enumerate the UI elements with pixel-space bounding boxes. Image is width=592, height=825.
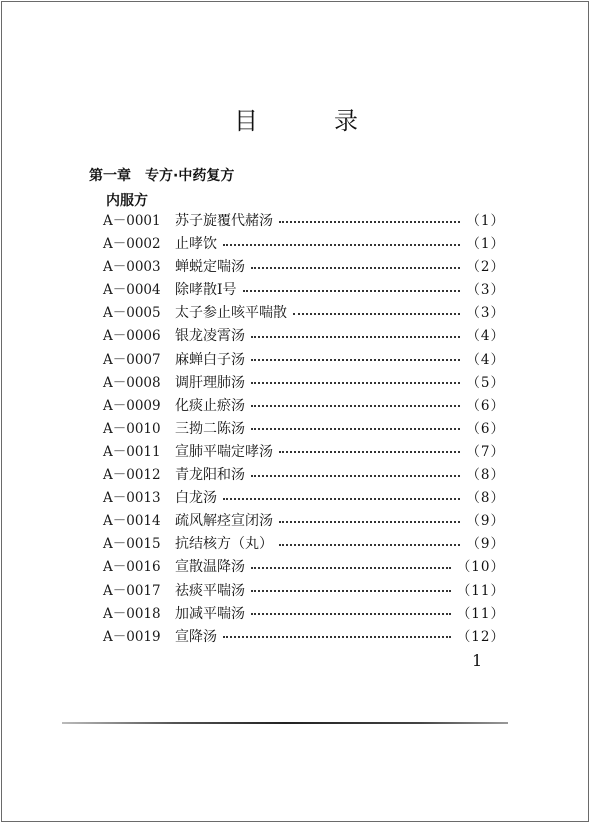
toc-entry-page: （9）: [466, 536, 505, 553]
toc-entry-page: （5）: [466, 374, 505, 391]
toc-entry[interactable]: [103, 348, 505, 371]
toc-entry-title: 加减平喘汤: [175, 605, 245, 622]
toc-entry-title: 抗结核方（丸）: [175, 536, 273, 553]
toc-entry-code: A－0001: [103, 213, 161, 229]
toc-entry[interactable]: [103, 371, 505, 394]
toc-entry-title: 宣降汤: [175, 628, 217, 645]
toc-entry-page: （3）: [466, 282, 505, 299]
toc-entry-title: 麻蝉白子汤: [175, 351, 245, 368]
toc-entry-page: （7）: [466, 443, 505, 460]
toc-entry[interactable]: [103, 255, 505, 278]
toc-entry-leader: [251, 613, 451, 615]
toc-entry-leader: [223, 636, 451, 638]
toc-entry-title: 白龙汤: [175, 490, 217, 507]
toc-entry-leader: [279, 521, 460, 523]
page-number: 1: [472, 651, 483, 670]
toc-entry-title: 祛痰平喘汤: [175, 582, 245, 599]
toc-entry-code: A－0011: [103, 443, 161, 460]
toc-entry-title: 化痰止瘀汤: [175, 397, 245, 414]
toc-entry-title: 宣肺平喘定哮汤: [175, 443, 273, 460]
toc-entry[interactable]: [103, 417, 505, 440]
toc-entry-code: A－0005: [103, 305, 161, 322]
toc-entry-leader: [223, 498, 460, 500]
toc-entry-code: A－0003: [103, 259, 161, 276]
toc-entry[interactable]: [103, 486, 505, 509]
toc-entry-leader: [251, 405, 460, 407]
toc-entry[interactable]: [103, 209, 505, 232]
toc-entry-leader: [243, 290, 461, 292]
bottom-rule: [62, 722, 508, 724]
toc-entry[interactable]: [103, 394, 505, 417]
toc-entry-page: （1）: [466, 213, 505, 229]
toc-entry-title: 止哮饮: [175, 236, 217, 253]
toc-entry-leader: [279, 544, 460, 546]
toc-entry-page: （3）: [466, 305, 505, 322]
toc-entry-code: A－0006: [103, 328, 161, 345]
toc-entry-leader: [251, 336, 460, 338]
toc-entry-code: A－0008: [103, 374, 161, 391]
toc-entry-page: （9）: [466, 513, 505, 530]
toc-entry-title: 疏风解痉宣闭汤: [175, 513, 273, 530]
section-heading: 内服方: [106, 193, 148, 209]
page-title: 目 录: [234, 107, 384, 135]
toc-entry-code: A－0017: [103, 582, 161, 599]
toc-entry-code: A－0009: [103, 397, 161, 414]
toc-entry-page: （6）: [466, 420, 505, 437]
toc-entry-code: A－0002: [103, 236, 161, 253]
toc-entry-code: A－0018: [103, 605, 161, 622]
toc-entry-title: 苏子旋覆代赭汤: [175, 213, 273, 229]
toc-entry-title: 宣散温降汤: [175, 559, 245, 576]
toc-entry-page: （10）: [456, 559, 505, 576]
toc-entry-page: （11）: [456, 605, 505, 622]
toc-entry-title: 三拗二陈汤: [175, 420, 245, 437]
toc-entry-title: 蝉蜕定喘汤: [175, 259, 245, 276]
toc-entry[interactable]: [103, 555, 505, 578]
toc-entry[interactable]: [103, 324, 505, 347]
toc-entry-title: 银龙凌霄汤: [175, 328, 245, 345]
toc-entry-code: A－0004: [103, 282, 161, 299]
toc-entry-code: A－0010: [103, 420, 161, 437]
toc-entry-page: （8）: [466, 490, 505, 507]
toc-entry-title: 青龙阳和汤: [175, 467, 245, 484]
toc-entry-leader: [279, 451, 460, 453]
toc-entry[interactable]: [103, 579, 505, 602]
chapter-heading: 第一章 专方·中药复方: [89, 168, 235, 184]
toc-entry-leader: [223, 244, 460, 246]
toc-entry-code: A－0015: [103, 536, 161, 553]
toc-entry[interactable]: [103, 463, 505, 486]
toc-entry-page: （2）: [466, 259, 505, 276]
toc-entry-code: A－0013: [103, 490, 161, 507]
toc-entry-leader: [251, 359, 460, 361]
toc-entry-leader: [251, 475, 460, 477]
toc-entry-title: 除哮散Ⅰ号: [175, 282, 237, 299]
toc-entry-page: （12）: [456, 628, 505, 645]
toc-entry[interactable]: [103, 232, 505, 255]
toc-entry-leader: [251, 382, 460, 384]
toc-entry[interactable]: [103, 301, 505, 324]
toc-entry-page: （6）: [466, 397, 505, 414]
toc-entry-code: A－0019: [103, 628, 161, 645]
toc-entry-leader: [293, 313, 460, 315]
toc-entry-page: （11）: [456, 582, 505, 599]
toc-list: [103, 209, 505, 648]
toc-entry-title: 调肝理肺汤: [175, 374, 245, 391]
toc-entry-page: （4）: [466, 351, 505, 368]
toc-entry-code: A－0012: [103, 467, 161, 484]
toc-entry[interactable]: [103, 509, 505, 532]
toc-entry-leader: [251, 567, 451, 569]
toc-entry-leader: [251, 428, 460, 430]
toc-entry-page: （4）: [466, 328, 505, 345]
toc-entry-page: （8）: [466, 467, 505, 484]
toc-entry[interactable]: [103, 532, 505, 555]
toc-entry-page: （1）: [466, 236, 505, 253]
toc-entry-code: A－0016: [103, 559, 161, 576]
toc-entry[interactable]: [103, 625, 505, 648]
toc-entry[interactable]: [103, 278, 505, 301]
toc-entry-leader: [251, 267, 460, 269]
toc-entry-code: A－0007: [103, 351, 161, 368]
toc-entry-leader: [251, 590, 451, 592]
toc-entry-code: A－0014: [103, 513, 161, 530]
toc-entry-leader: [279, 221, 460, 223]
toc-entry[interactable]: [103, 602, 505, 625]
toc-entry[interactable]: [103, 440, 505, 463]
toc-entry-title: 太子参止咳平喘散: [175, 305, 287, 322]
